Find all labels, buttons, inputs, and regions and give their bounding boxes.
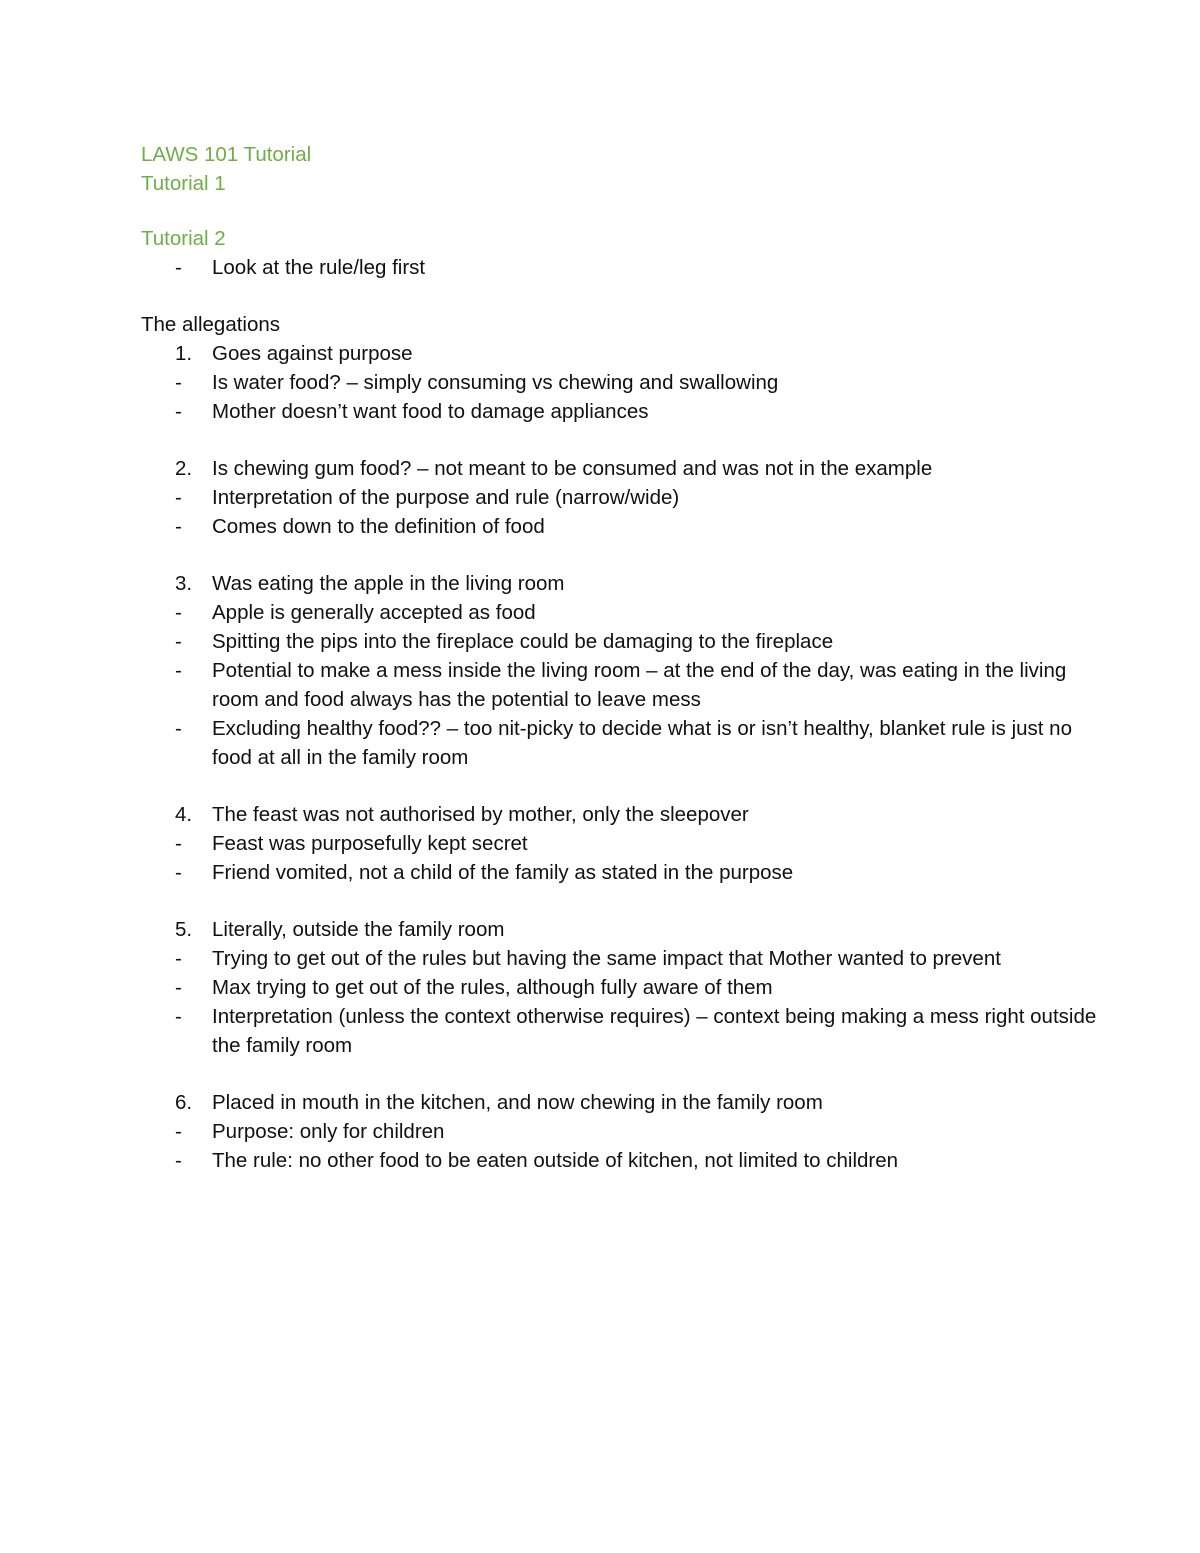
- list-number: 3.: [175, 572, 193, 595]
- allegation-bullet-item: [141, 483, 1101, 512]
- allegation-text: Placed in mouth in the kitchen, and now chewing in the family room: [212, 1091, 823, 1114]
- tutorial2-bullet-item: [141, 253, 1101, 282]
- bullet-text: Interpretation of the purpose and rule (narrow/wide): [212, 486, 680, 509]
- bullet-text: Friend vomited, not a child of the family as stated in the purpose: [212, 861, 794, 884]
- allegation-item: [141, 339, 1101, 368]
- allegation-bullet-item: [141, 944, 1101, 973]
- allegation-item: [141, 1088, 1101, 1117]
- tutorial2-heading: Tutorial 2: [141, 227, 226, 250]
- bullet-text: Trying to get out of the rules but having the same impact that Mother wanted to prevent: [212, 947, 1001, 970]
- allegation-bullet-item: [141, 829, 1101, 858]
- allegations-title: The allegations: [141, 313, 281, 336]
- list-number: 1.: [175, 342, 193, 365]
- allegation-bullet-item: [141, 1002, 1101, 1060]
- allegation-text: Is chewing gum food? – not meant to be consumed and was not in the example: [212, 457, 933, 480]
- bullet-dash: -: [175, 486, 182, 509]
- allegation-bullet-item: [141, 368, 1101, 397]
- bullet-dash: -: [175, 601, 182, 624]
- allegation-item: [141, 569, 1101, 598]
- tutorial1-heading: Tutorial 1: [141, 172, 226, 195]
- spacer: [141, 887, 1101, 915]
- allegation-bullet-item: [141, 1146, 1101, 1175]
- allegation-bullet-item: [141, 1117, 1101, 1146]
- allegation-bullet-item: [141, 973, 1101, 1002]
- bullet-text: Look at the rule/leg first: [212, 256, 426, 279]
- bullet-dash: -: [175, 717, 182, 740]
- spacer: [141, 426, 1101, 454]
- bullet-text: Comes down to the definition of food: [212, 515, 545, 538]
- list-number: 4.: [175, 803, 193, 826]
- bullet-text: Interpretation (unless the context otherwise requires) – context being making a mess right outside the family room: [212, 1005, 1097, 1057]
- bullet-text: Max trying to get out of the rules, although fully aware of them: [212, 976, 773, 999]
- document-content: [141, 140, 1101, 1175]
- allegation-item: [141, 800, 1101, 829]
- bullet-text: Potential to make a mess inside the living room – at the end of the day, was eating in the living room and food always has the potential to leave mess: [212, 659, 1067, 711]
- allegation-item: [141, 454, 1101, 483]
- spacer: [141, 198, 1101, 224]
- bullet-text: Purpose: only for children: [212, 1120, 445, 1143]
- spacer: [141, 1060, 1101, 1088]
- allegation-bullet-item: [141, 714, 1101, 772]
- allegation-item: [141, 915, 1101, 944]
- bullet-text: Mother doesn’t want food to damage appliances: [212, 400, 649, 423]
- course-heading: LAWS 101 Tutorial: [141, 143, 312, 166]
- bullet-dash: -: [175, 1149, 182, 1172]
- bullet-dash: -: [175, 371, 182, 394]
- tutorial2-bullet-list: [141, 253, 1101, 282]
- bullet-dash: -: [175, 1005, 182, 1028]
- bullet-text: Feast was purposefully kept secret: [212, 832, 528, 855]
- bullet-dash: -: [175, 659, 182, 682]
- bullet-dash: -: [175, 861, 182, 884]
- allegation-text: Literally, outside the family room: [212, 918, 505, 941]
- bullet-dash: -: [175, 256, 182, 279]
- spacer: [141, 282, 1101, 310]
- allegation-bullet-item: [141, 858, 1101, 887]
- bullet-dash: -: [175, 947, 182, 970]
- bullet-text: Is water food? – simply consuming vs chewing and swallowing: [212, 371, 779, 394]
- bullet-text: Spitting the pips into the fireplace could be damaging to the fireplace: [212, 630, 834, 653]
- bullet-text: Excluding healthy food?? – too nit-picky to decide what is or isn’t healthy, blanket rule is just no food at all in the family room: [212, 717, 1072, 769]
- allegation-bullet-item: [141, 397, 1101, 426]
- spacer: [141, 772, 1101, 800]
- spacer: [141, 541, 1101, 569]
- allegation-text: The feast was not authorised by mother, only the sleepover: [212, 803, 749, 826]
- allegation-bullet-item: [141, 656, 1101, 714]
- bullet-dash: -: [175, 832, 182, 855]
- list-number: 6.: [175, 1091, 193, 1114]
- bullet-dash: -: [175, 400, 182, 423]
- allegation-bullet-item: [141, 598, 1101, 627]
- allegations-list: [141, 339, 1101, 1175]
- allegation-text: Was eating the apple in the living room: [212, 572, 565, 595]
- allegation-bullet-item: [141, 512, 1101, 541]
- bullet-dash: -: [175, 515, 182, 538]
- bullet-text: Apple is generally accepted as food: [212, 601, 536, 624]
- bullet-text: The rule: no other food to be eaten outside of kitchen, not limited to children: [212, 1149, 899, 1172]
- bullet-dash: -: [175, 1120, 182, 1143]
- allegation-bullet-item: [141, 627, 1101, 656]
- list-number: 5.: [175, 918, 193, 941]
- list-number: 2.: [175, 457, 193, 480]
- bullet-dash: -: [175, 630, 182, 653]
- allegation-text: Goes against purpose: [212, 342, 413, 365]
- bullet-dash: -: [175, 976, 182, 999]
